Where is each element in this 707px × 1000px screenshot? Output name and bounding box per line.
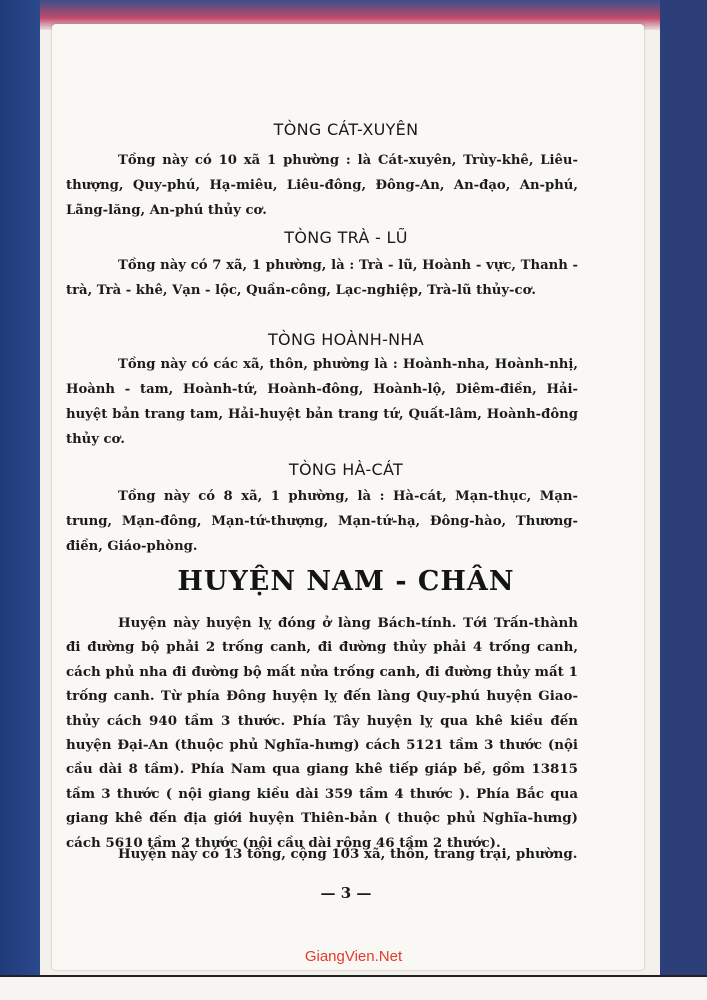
bottom-page-edge: [0, 975, 707, 1000]
section-heading-hoanh-nha: TÒNG HOÀNH-NHA: [267, 330, 425, 349]
bottom-divider: [0, 975, 707, 977]
section-text-cat-xuyen: Tồng này có 10 xã 1 phường : là Cát-xuyên, Trùy-khê, Liêu-thượng, Quy-phú, Hạ-miêu, Liêu-đông, Đông-An, An-đạo, An-phú, Lãng-lăng, An-phú thủy cơ.: [66, 153, 578, 218]
district-title: HUYỆN NAM - CHÂN: [177, 566, 515, 597]
district-paragraph-2: Huyện này có 13 tồng, cộng 103 xã, thôn, trang trại, phường.: [118, 846, 578, 862]
watermark-logo: GiangVien.Net: [304, 948, 403, 965]
district-paragraph-1: Huyện này huyện lỵ đóng ở làng Bách-tính. Tới Trấn-thành đi đường bộ phải 2 trống canh, đi đường thủy phải 4 trống canh, cách phủ nha đi đường bộ mất nửa trống canh, đi đường thủy mất 1 trống canh. Từ phía Đông huyện lỵ đến làng Quy-phú huyện Giao-thủy cách 940 tầm 3 thước. Phía Tây huyện lỵ qua khê kiều đến huyện Đại-An (thuộc phủ Nghĩa-hưng) cách 5121 tầm 3 thước (nội cầu dài 8 tầm). Phía Nam qua giang khê tiếp giáp bề, gồm 13815 tầm 3 thước ( nội giang kiều dài 359 tầm 4 thước ). Phía Bắc qua giang khê đến địa giới huyện Thiên-bản ( thuộc phủ Nghĩa-hưng) cách 5610 tầm 2 thước (nội cầu dài rộng 46 tầm 2 thước).: [66, 615, 578, 851]
section-heading-cat-xuyen: TÒNG CÁT-XUYÊN: [273, 120, 419, 139]
section-text-hoanh-nha: Tồng này có các xã, thôn, phường là : Hoành-nha, Hoành-nhị, Hoành - tam, Hoành-tứ, Hoành-đông, Hoành-lộ, Diêm-điền, Hải-huyệt bản trang tam, Hải-huyệt bản trang tứ, Quất-lâm, Hoành-đông thủy cơ.: [66, 357, 578, 447]
section-heading-tra-lu: TÒNG TRÀ - LŨ: [284, 228, 408, 247]
section-text-ha-cat: Tồng này có 8 xã, 1 phường, là : Hà-cát, Mạn-thục, Mạn-trung, Mạn-đông, Mạn-tứ-thượng, Mạn-tứ-hạ, Đông-hào, Thương-điền, Giáo-phòng.: [66, 489, 578, 554]
page-number: — 3 —: [320, 884, 372, 902]
section-text-tra-lu: Tồng này có 7 xã, 1 phường, là : Trà - lũ, Hoành - vực, Thanh - trà, Trà - khê, Vạn - lộc, Quần-công, Lạc-nghiệp, Trà-lũ thủy-cơ.: [66, 258, 578, 298]
section-heading-ha-cat: TÒNG HÀ-CÁT: [288, 460, 404, 479]
